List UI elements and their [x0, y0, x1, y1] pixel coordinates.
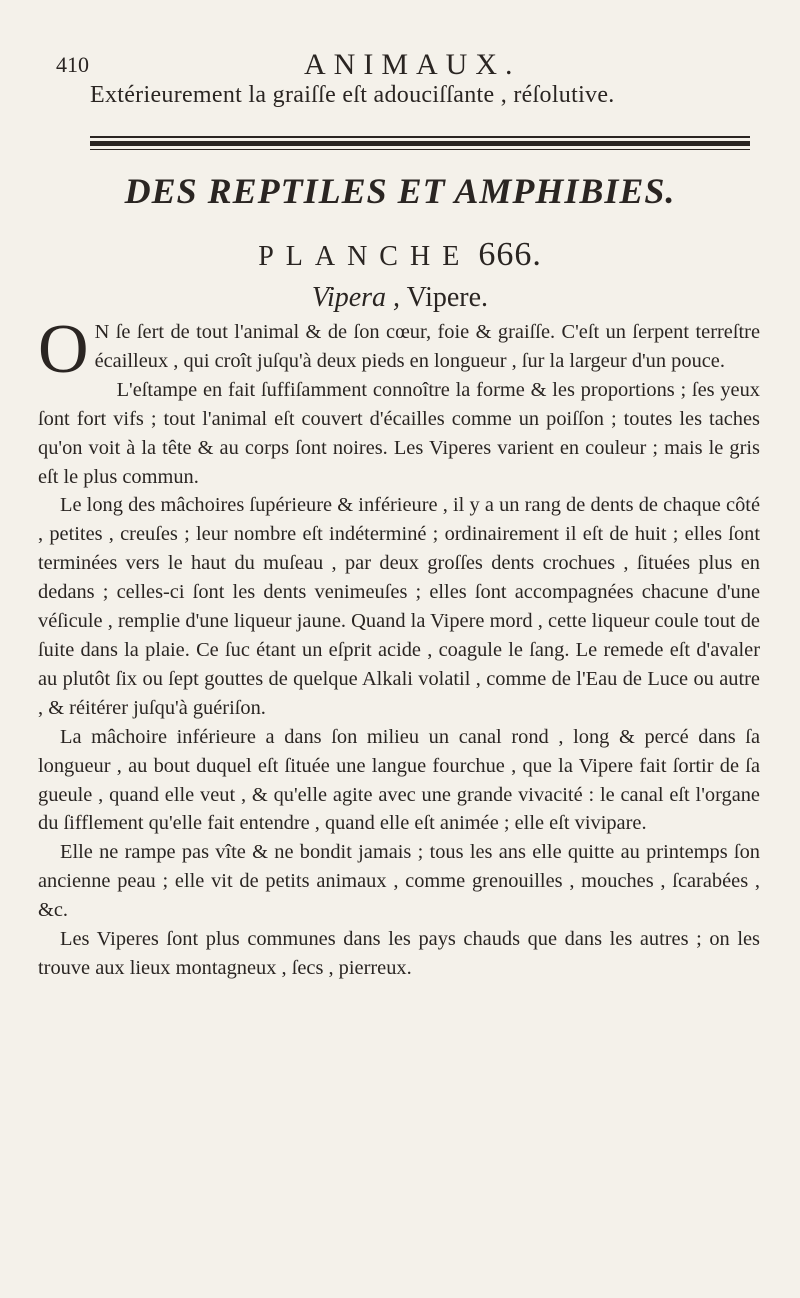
- ornamental-rule-top: [90, 136, 750, 138]
- paragraph-1: [38, 311, 760, 388]
- plate-label: PLANCHE: [258, 241, 472, 272]
- drop-cap: O: [38, 311, 89, 388]
- species-french-name: Vipere.: [406, 282, 489, 313]
- paragraph-3: Le long des mâchoires ſupérieure & inférieure , il y a un rang de dents de chaque côté , petites , creuſes ; leur nombre eſt indéterminé ; ordinairement il eſt de huit ; elles ſont terminées vers le haut du muſeau , par deux groſſes dents crochues , ſituées plus en dedans ; celles-ci ſont les dents venimeuſes ; elles ſont accompagnées chacune d'une véſicule , remplie d'une liqueur jaune. Quand la Vipere mord , cette liqueur coule tout de ſuite dans la plaie. Ce ſuc étant un eſprit acide , coagule le ſang. Le remede eſt d'avaler au plutôt ſix ou ſept gouttes de quelque Alkali volatil , comme de l'Eau de Luce ou autre , & réitérer juſqu'à guériſon.: [38, 494, 760, 719]
- paragraph-6: Les Viperes ſont plus communes dans les pays chauds que dans les autres ; on les trouve aux lieux montagneux , ſecs , pierreux.: [38, 928, 760, 979]
- paragraph-1-text: N ſe ſert de tout l'animal & de ſon cœur, foie & graiſſe. C'eſt un ſerpent terreſtre écailleux , qui croît juſqu'à deux pieds en longueur , ſur la largeur d'un pouce.: [94, 321, 760, 372]
- ornamental-rule-middle: [90, 141, 750, 146]
- section-title: DES REPTILES ET AMPHIBIES.: [124, 171, 676, 211]
- paragraph-2: L'eſtampe en fait ſuffiſamment connoître la forme & les proportions ; ſes yeux ſont fort vifs ; tout l'animal eſt couvert d'écailles comme un poiſſon ; toutes les taches qu'on voit à la tête & au corps ſont noires. Les Viperes varient en couleur ; mais le gris eſt le plus commun.: [38, 378, 760, 488]
- plate-heading: [0, 236, 800, 274]
- body-text: [38, 311, 760, 983]
- running-head: [54, 48, 754, 84]
- running-subtitle: Extérieurement la graiſſe eſt adouciſſante , réſolutive.: [90, 82, 615, 108]
- page-number: 410: [56, 52, 89, 77]
- plate-number: 666.: [478, 236, 542, 273]
- species-heading: [0, 282, 800, 314]
- paragraph-4: La mâchoire inférieure a dans ſon milieu un canal rond , long & percé dans ſa longueur , au bout duquel eſt ſituée une langue fourchue , que la Vipere fait ſortir de ſa gueule , quand elle veut , & qu'elle agite avec une grande vivacité : le canal eſt l'organe du ſifflement qu'elle fait entendre , quand elle eſt animée ; elle eſt vivipare.: [38, 725, 760, 835]
- running-title: ANIMAUX.: [304, 48, 521, 81]
- species-latin-name: Vipera ,: [311, 282, 401, 313]
- paragraph-5: Elle ne rampe pas vîte & ne bondit jamais ; tous les ans elle quitte au printemps ſon ancienne peau ; elle vit de petits animaux , comme grenouilles , mouches , ſcarabées , &c.: [38, 841, 760, 922]
- ornamental-rule-bottom: [90, 149, 750, 150]
